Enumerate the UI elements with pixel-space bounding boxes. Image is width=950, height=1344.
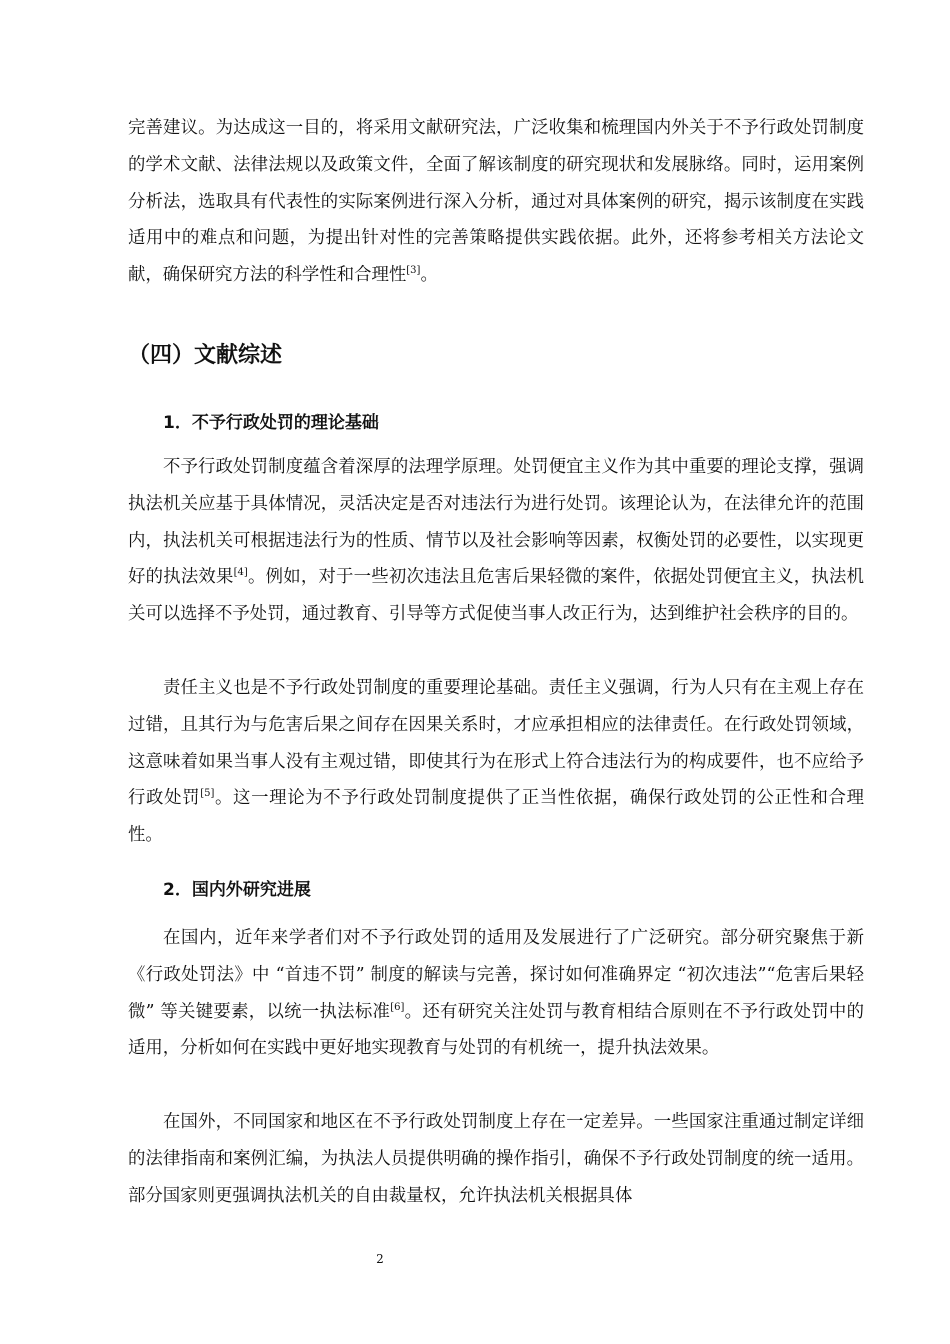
- section-heading-literature-review: （四）文献综述: [128, 343, 283, 368]
- theory-paragraph-1: [128, 449, 864, 633]
- intro-text: 完善建议。为达成这一目的，将采用文献研究法，广泛收集和梳理国内外关于不予行政处罚制度的学术文献、法律法规以及政策文件，全面了解该制度的研究现状和发展脉络。同时，运用案例分析法，选取具有代表性的实际案例进行深入分析，通过对具体案例的研究，揭示该制度在实践适用中的难点和问题，为提出针对性的完善策略提供实践依据。此外，还将参考相关方法论文献，确保研究方法的科学性和合理性: [128, 118, 864, 286]
- theory-paragraph-2: [128, 670, 864, 854]
- research-paragraph-2: [128, 1104, 864, 1214]
- research-p2-text: 在国外，不同国家和地区在不予行政处罚制度上存在一定差异。一些国家注重通过制定详细的法律指南和案例汇编，为执法人员提供明确的操作指引，确保不予行政处罚制度的统一适用。部分国家则更强调执法机关的自由裁量权，允许执法机关根据具体: [128, 1112, 864, 1206]
- theory-p2-tail: 。这一理论为不予行政处罚制度提供了正当性依据，确保行政处罚的公正性和合理性。: [128, 788, 864, 846]
- subsection-heading-research-progress: 2．国内外研究进展: [163, 880, 311, 900]
- theory-p1-text: 不予行政处罚制度蕴含着深厚的法理学原理。处罚便宜主义作为其中重要的理论支撑，强调执法机关应基于具体情况，灵活决定是否对违法行为进行处罚。该理论认为，在法律允许的范围内，执法机关可根据违法行为的性质、情节以及社会影响等因素，权衡处罚的必要性，以实现更好的执法效果: [128, 457, 864, 588]
- research-p1-tail: 。还有研究关注处罚与教育相结合原则在不予行政处罚中的适用，分析如何在实践中更好地实现教育与处罚的有机统一，提升执法效果。: [128, 1001, 864, 1059]
- citation-5: [5]: [200, 788, 215, 800]
- subsection-heading-theory: 1．不予行政处罚的理论基础: [163, 413, 379, 433]
- citation-6: [6]: [390, 1001, 405, 1013]
- research-paragraph-1: [128, 920, 864, 1067]
- research-p1-text: 在国内，近年来学者们对不予行政处罚的适用及发展进行了广泛研究。部分研究聚焦于新《行政处罚法》中 “首违不罚” 制度的解读与完善，探讨如何准确界定 “初次违法”“危害后果轻微” 等关键要素，以统一执法标准: [128, 928, 864, 1022]
- citation-4: [4]: [233, 567, 248, 579]
- intro-paragraph: [128, 110, 864, 294]
- theory-p1-tail: 。例如，对于一些初次违法且危害后果轻微的案件，依据处罚便宜主义，执法机关可以选择不予处罚，通过教育、引导等方式促使当事人改正行为，达到维护社会秩序的目的。: [128, 567, 864, 625]
- page-number: 2: [376, 1252, 384, 1266]
- citation-3: [3]: [406, 265, 421, 277]
- theory-p2-text: 责任主义也是不予行政处罚制度的重要理论基础。责任主义强调，行为人只有在主观上存在过错，且其行为与危害后果之间存在因果关系时，才应承担相应的法律责任。在行政处罚领域，这意味着如果当事人没有主观过错，即使其行为在形式上符合违法行为的构成要件，也不应给予行政处罚: [128, 678, 864, 809]
- intro-tail: 。: [420, 265, 438, 286]
